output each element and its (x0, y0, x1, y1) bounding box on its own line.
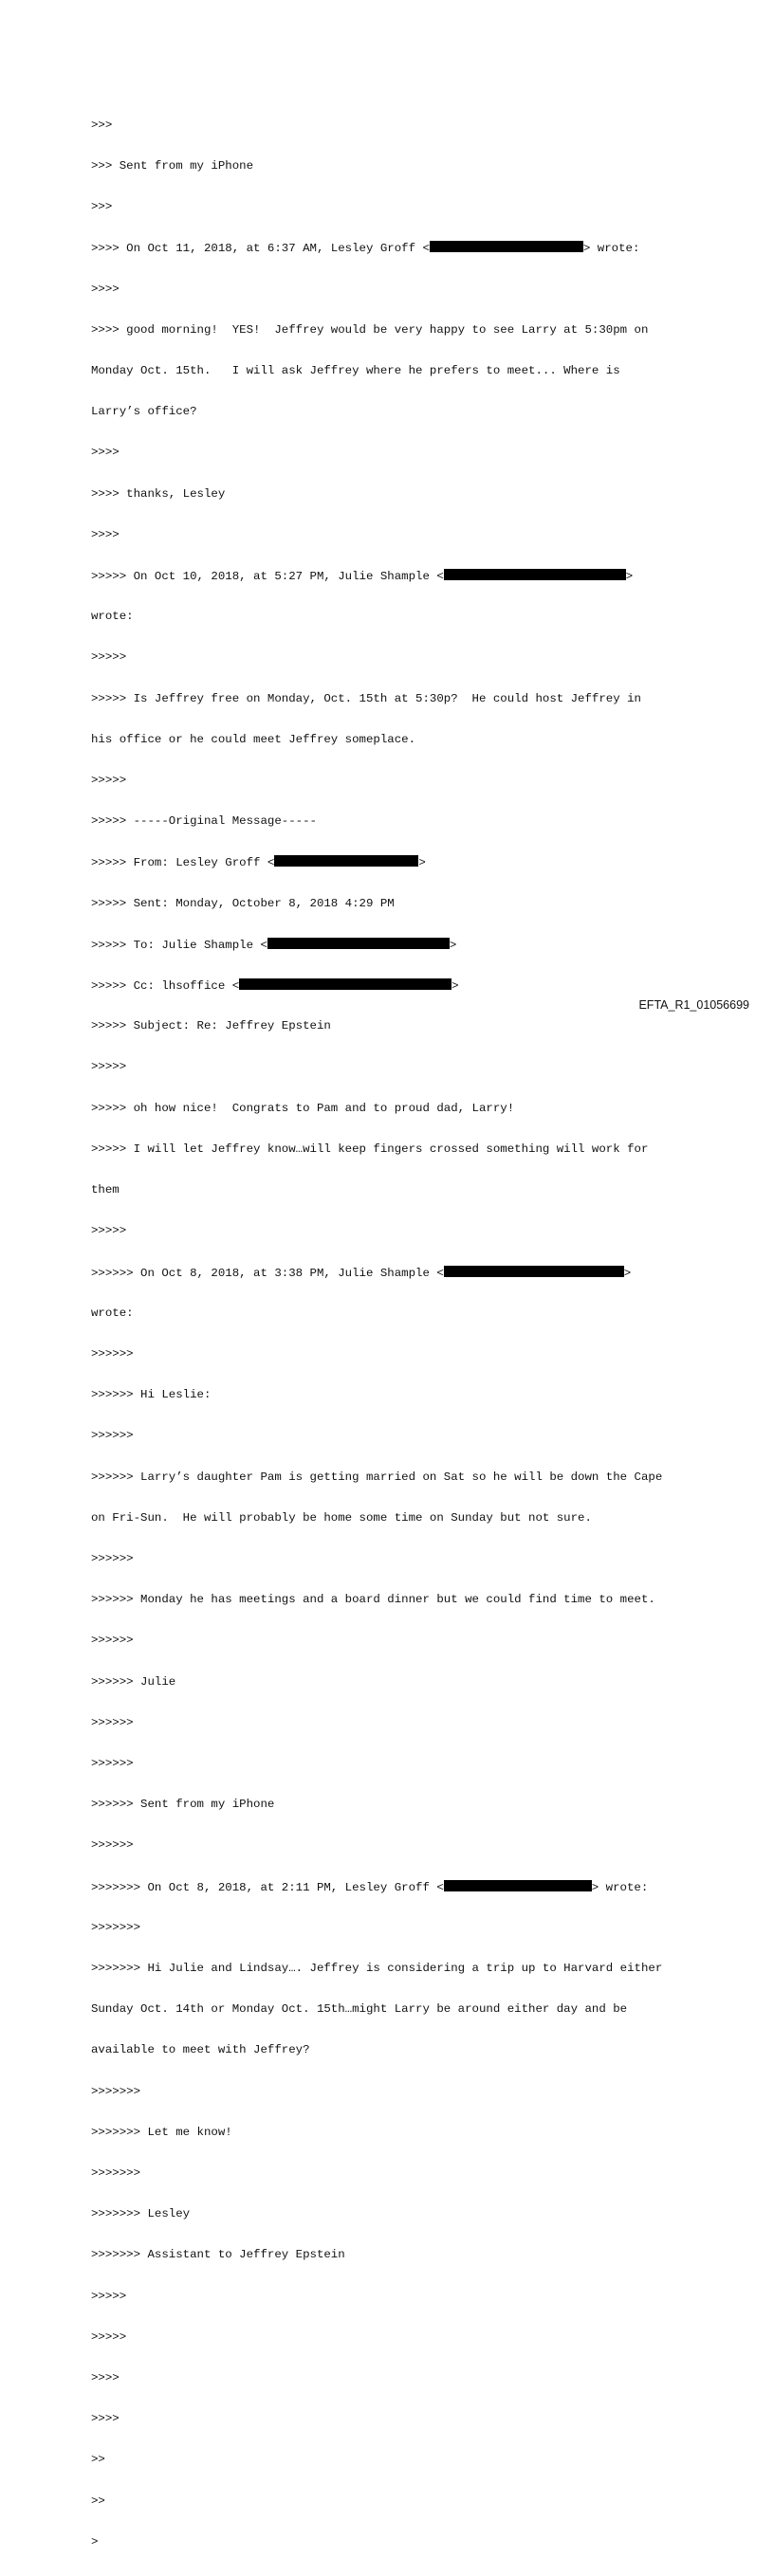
quoted-line: >>>>>> Monday he has meetings and a board dinner but we could find time to meet. (91, 1593, 655, 1607)
quoted-header-line (91, 978, 755, 992)
quoted-line: >>>>>>> Assistant to Jeffrey Epstein (91, 2248, 345, 2262)
quoted-line: >>> (91, 118, 113, 132)
quoted-line: >>>>>> (91, 1756, 134, 1770)
quoted-line: >>>>>>> Hi Julie and Lindsay…. Jeffrey is considering a trip up to Harvard either (91, 1961, 663, 1975)
quoted-header-line (91, 1880, 755, 1893)
quoted-line: >>>>>>> (91, 2165, 141, 2180)
quoted-line: >>>>> (91, 1060, 127, 1074)
quoted-line: >> (91, 2453, 105, 2467)
quoted-line: >>> (91, 200, 113, 214)
quoted-header-line (91, 855, 755, 868)
redaction-bar (274, 855, 418, 867)
quoted-line: wrote: (91, 1306, 134, 1320)
quoted-line: >>>>> (91, 1224, 127, 1238)
header-text: >>>> On Oct 11, 2018, at 6:37 AM, Lesley Groff < (91, 242, 430, 256)
quoted-line: >>>> good morning! YES! Jeffrey would be very happy to see Larry at 5:30pm on (91, 322, 649, 337)
quoted-line: his office or he could meet Jeffrey someplace. (91, 732, 416, 746)
header-text: >>>>> From: Lesley Groff < (91, 856, 275, 870)
quoted-line: >>>> (91, 2370, 120, 2384)
redaction-bar (444, 569, 626, 580)
quoted-line: > (91, 2534, 99, 2549)
quoted-line: >> (91, 2494, 105, 2508)
quoted-line: on Fri-Sun. He will probably be home some time on Sunday but not sure. (91, 1510, 592, 1525)
quoted-line: >>>> (91, 446, 120, 460)
quoted-header-line (91, 241, 755, 254)
document-id-footer: EFTA_R1_01056699 (638, 998, 749, 1012)
quoted-line: >>>> (91, 2412, 120, 2426)
header-suffix: > (449, 938, 457, 952)
quoted-line: wrote: (91, 610, 134, 624)
quoted-line: >>>>> Is Jeffrey free on Monday, Oct. 15th at 5:30p? He could host Jeffrey in (91, 691, 641, 705)
quoted-line: >>>>>> Hi Leslie: (91, 1388, 212, 1402)
quoted-line: >>>>>> (91, 1634, 134, 1648)
redaction-bar (239, 978, 452, 990)
header-suffix: > (623, 1266, 632, 1280)
redaction-bar (267, 938, 450, 949)
quoted-line: >>>>> (91, 774, 127, 788)
quoted-line: >>>> thanks, Lesley (91, 486, 226, 501)
header-text: >>>>> On Oct 10, 2018, at 5:27 PM, Julie Shample < (91, 570, 444, 584)
quoted-line: Sunday Oct. 14th or Monday Oct. 15th…might Larry be around either day and be (91, 2002, 628, 2017)
header-suffix: > wrote: (591, 1880, 649, 1894)
quoted-line: >>> Sent from my iPhone (91, 159, 254, 174)
header-suffix: > (452, 979, 459, 994)
quoted-line: >>>>> -----Original Message----- (91, 814, 317, 829)
quoted-line: >>>>>> (91, 1838, 134, 1853)
header-text: >>>>> Cc: lhsoffice < (91, 979, 240, 994)
quoted-line: >>>>>> (91, 1551, 134, 1565)
quoted-line: >>>>> (91, 650, 127, 665)
header-suffix: > (625, 570, 634, 584)
quoted-line: >>>>>>> Lesley (91, 2207, 191, 2221)
redaction-bar (444, 1266, 624, 1277)
quoted-line: >>>>> Subject: Re: Jeffrey Epstein (91, 1019, 331, 1033)
quoted-header-line (91, 938, 755, 951)
header-suffix: > (418, 856, 426, 870)
quoted-line: >>>>> Sent: Monday, October 8, 2018 4:29 PM (91, 896, 395, 910)
quoted-line: >>>>>>> Let me know! (91, 2125, 232, 2139)
quoted-line: Monday Oct. 15th. I will ask Jeffrey where he prefers to meet... Where is (91, 364, 620, 378)
quoted-line: >>>>>>> (91, 2084, 141, 2098)
quoted-line: >>>>>> (91, 1715, 134, 1729)
quoted-line: available to meet with Jeffrey? (91, 2043, 310, 2057)
quoted-line: Larry’s office? (91, 405, 197, 419)
quoted-line: >>>>> (91, 2329, 127, 2344)
redaction-bar (430, 241, 583, 252)
quoted-line: >>>>>>> (91, 1920, 141, 1934)
quoted-line: them (91, 1183, 120, 1197)
quoted-line: >>>>> I will let Jeffrey know…will keep fingers crossed something will work for (91, 1142, 649, 1156)
quoted-line: >>>>>> Julie (91, 1674, 176, 1689)
quoted-line: >>>>>> Sent from my iPhone (91, 1798, 275, 1812)
quoted-line: >>>> (91, 282, 120, 296)
quoted-line: >>>>> oh how nice! Congrats to Pam and to proud dad, Larry! (91, 1101, 515, 1115)
quoted-header-line (91, 1266, 755, 1279)
email-thread-body (91, 91, 755, 2576)
quoted-line: >>>>>> (91, 1429, 134, 1443)
header-text: >>>>>>> On Oct 8, 2018, at 2:11 PM, Lesley Groff < (91, 1880, 444, 1894)
quoted-line: >>>>>> (91, 1346, 134, 1361)
header-suffix: > wrote: (582, 242, 640, 256)
header-text: >>>>> To: Julie Shample < (91, 938, 267, 952)
quoted-line: >>>>> (91, 2289, 127, 2303)
redaction-bar (444, 1880, 592, 1891)
quoted-line: >>>>>> Larry’s daughter Pam is getting married on Sat so he will be down the Cape (91, 1470, 663, 1484)
header-text: >>>>>> On Oct 8, 2018, at 3:38 PM, Julie Shample < (91, 1266, 444, 1280)
quoted-line: >>>> (91, 527, 120, 541)
quoted-header-line (91, 569, 755, 582)
